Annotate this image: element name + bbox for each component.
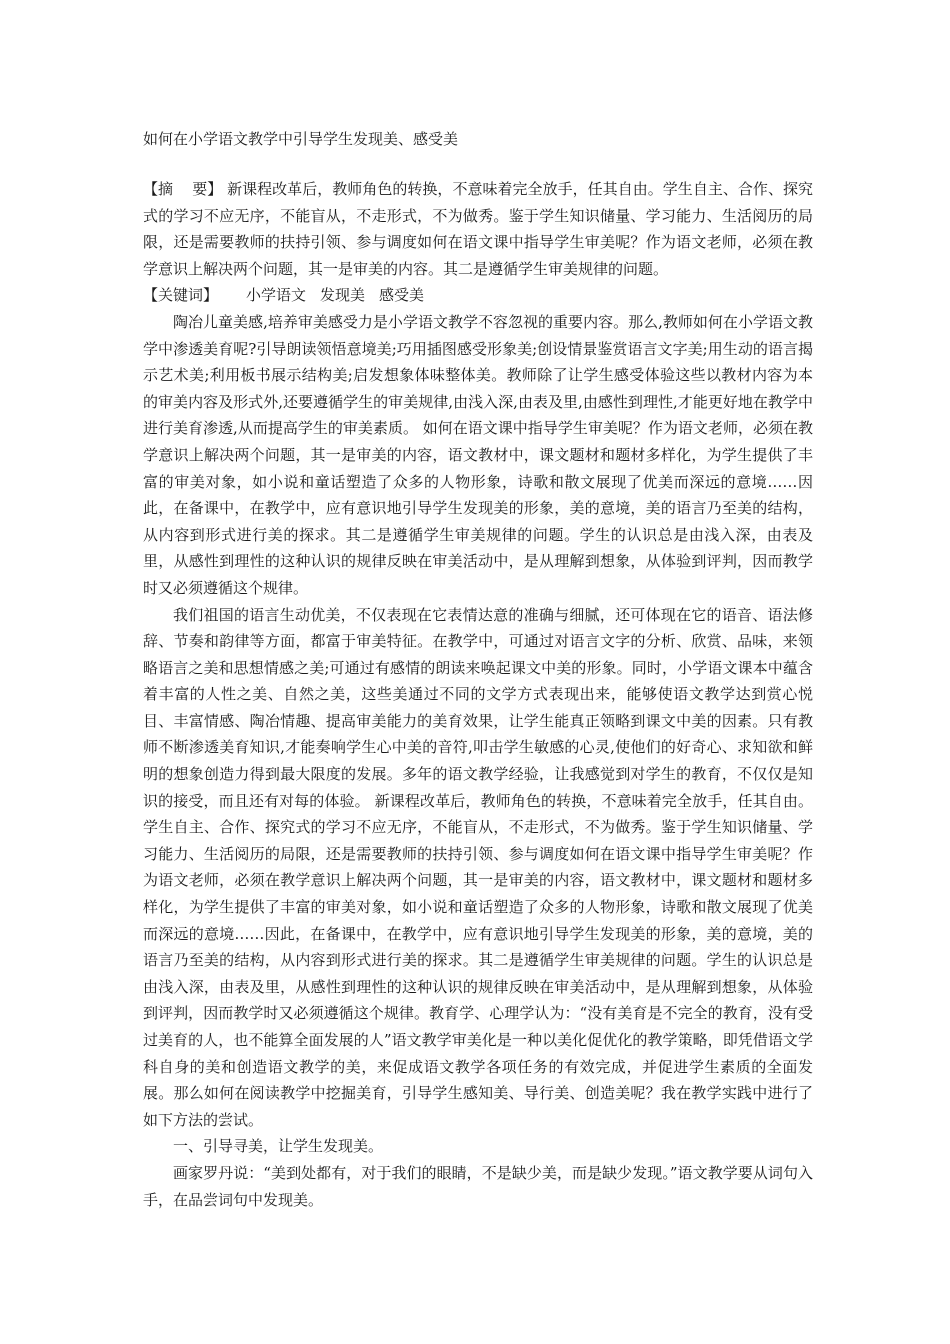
keywords-line — [143, 282, 813, 309]
section-heading: 一、引导寻美，让学生发现美。 — [173, 1137, 384, 1156]
body-paragraph: 画家罗丹说：“美到处都有，对于我们的眼睛，不是缺少美，而是缺少发现。”语文教学要从词句入手，在品尝词句中发现美。 — [143, 1163, 813, 1209]
keyword-item: 发现美 — [320, 286, 366, 305]
keyword-item: 小学语文 — [246, 286, 307, 305]
body-paragraph: 陶冶儿童美感,培养审美感受力是小学语文教学不容忽视的重要内容。那么,教师如何在小学语文教学中渗透美育呢?引导朗读领悟意境美;巧用插图感受形象美;创设情景鉴赏语言文字美;用生动的语言揭示艺术美;利用板书展示结构美;启发想象体味整体美。教师除了让学生感受体验这些以教材内容为本的审美内容及形式外,还要遵循学生的审美规律,由浅入深,由表及里,由感性到理性,才能更好地在教学中进行美育渗透,从而提高学生的审美素质。 如何在语文课中指导学生审美呢？作为语文老师，必须在教学意识上解决两个问题，其一是审美的内容，语文教材中，课文题材和题材多样化，为学生提供了丰富的审美对象，如小说和童话塑造了众多的人物形象，诗歌和散文展现了优美而深远的意境……因此，在备课中，在教学中，应有意识地引导学生发现美的形象，美的意境，美的语言乃至美的结构，从内容到形式进行美的探求。其二是遵循学生审美规律的问题。学生的认识总是由浅入深，由表及里，从感性到理性的这种认识的规律反映在审美活动中，是从理解到想象，从体验到评判，因而教学时又必须遵循这个规律。 — [143, 312, 813, 597]
document-page — [143, 124, 813, 1213]
keyword-item: 感受美 — [379, 286, 425, 305]
document-title: 如何在小学语文教学中引导学生发现美、感受美 — [143, 130, 459, 148]
abstract-text: 新课程改革后，教师角色的转换，不意味着完全放手，任其自由。学生自主、合作、探究式的学习不应无序，不能盲从，不走形式，不为做秀。鉴于学生知识储量、学习能力、生活阅历的局限，还是需要教师的扶持引领、参与调度如何在语文课中指导学生审美呢？作为语文老师，必须在教学意识上解决两个问题，其一是审美的内容。其二是遵循学生审美规律的问题。 — [143, 180, 813, 278]
keywords-label: 【关键词】 — [143, 286, 219, 305]
abstract-paragraph — [143, 176, 813, 282]
abstract-label: 【摘 要】 — [143, 180, 223, 198]
body-paragraph: 我们祖国的语言生动优美，不仅表现在它表情达意的准确与细腻，还可体现在它的语音、语法修辞、节奏和韵律等方面，都富于审美特征。在教学中，可通过对语言文字的分析、欣赏、品味，来领略语言之美和思想情感之美;可通过有感情的朗读来唤起课文中美的形象。同时，小学语文课本中蕴含着丰富的人性之美、自然之美，这些美通过不同的文学方式表现出来，能够使语文教学达到赏心悦目、丰富情感、陶冶情趣、提高审美能力的美育效果，让学生能真正领略到课文中美的因素。只有教师不断渗透美育知识,才能奏响学生心中美的音符,叩击学生敏感的心灵,使他们的好奇心、求知欲和鲜明的想象创造力得到最大限度的发展。多年的语文教学经验，让我感觉到对学生的教育，不仅仅是知识的接受，而且还有对每的体验。 新课程改革后，教师角色的转换，不意味着完全放手，任其自由。学生自主、合作、探究式的学习不应无序，不能盲从，不走形式，不为做秀。鉴于学生知识储量、学习能力、生活阅历的局限，还是需要教师的扶持引领、参与调度如何在语文课中指导学生审美呢？作为语文老师，必须在教学意识上解决两个问题，其一是审美的内容，语文教材中，课文题材和题材多样化，为学生提供了丰富的审美对象，如小说和童话塑造了众多的人物形象，诗歌和散文展现了优美而深远的意境……因此，在备课中，在教学中，应有意识地引导学生发现美的形象，美的意境，美的语言乃至美的结构，从内容到形式进行美的探求。其二是遵循学生审美规律的问题。学生的认识总是由浅入深，由表及里，从感性到理性的这种认识的规律反映在审美活动中，是从理解到想象，从体验到评判，因而教学时又必须遵循这个规律。教育学、心理学认为：“没有美育是不完全的教育，没有受过美育的人，也不能算全面发展的人”语文教学审美化是一种以美化促优化的教学策略，即凭借语文学科自身的美和创造语文教学的美，来促成语文教学各项任务的有效完成，并促进学生素质的全面发展。那么如何在阅读教学中挖掘美育，引导学生感知美、导行美、创造美呢？我在教学实践中进行了如下方法的尝试。 — [143, 605, 813, 1129]
